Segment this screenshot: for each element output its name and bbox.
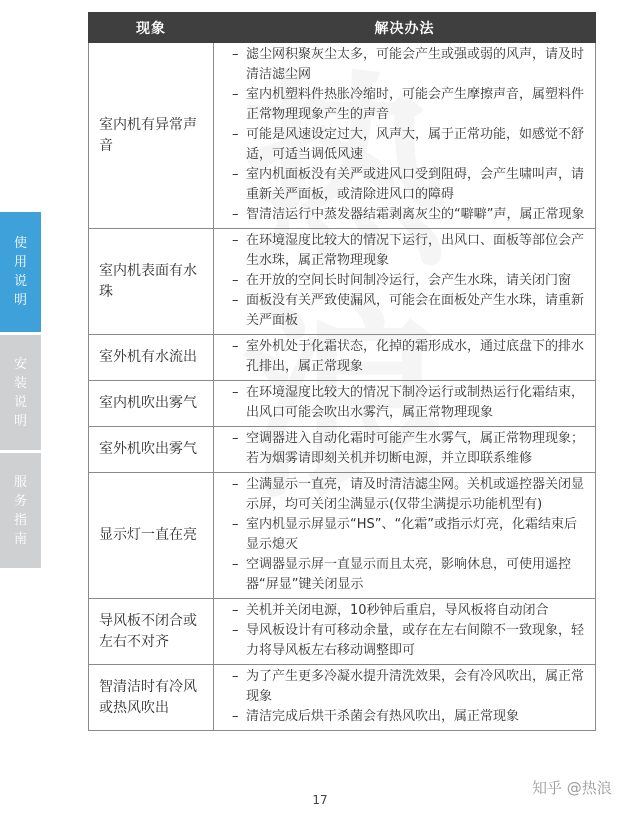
page-number: 17 [312,793,328,807]
phenomenon-cell: 室内机表面有水珠 [89,229,214,335]
solution-cell [214,335,596,381]
solution-item [232,667,589,707]
solution-text: 智清洁运行中蒸发器结霜剥离灰尘的“噼噼”声，属正常现象 [246,207,585,222]
phenomenon-cell: 智清洁时有冷风或热风吹出 [89,665,214,731]
bullet-dash: – [232,517,239,532]
bullet-dash: – [232,385,239,400]
solution-item [232,165,589,205]
solution-text: 在开放的空间长时间制冷运行，会产生水珠，请关闭门窗 [246,273,572,288]
solution-item [232,205,589,225]
side-tab-label: 安装说明 [13,356,27,429]
table-row [89,427,596,473]
solution-item [232,601,589,621]
solution-item [232,555,589,595]
solution-text: 空调器显示屏一直显示而且太亮，影响休息，可使用遥控器“屏显”键关闭显示 [246,557,572,592]
side-tab-installation[interactable] [0,335,41,450]
table-row [89,665,596,731]
phenomenon-cell: 导风板不闭合或左右不对齐 [89,599,214,665]
bullet-dash: – [232,87,239,102]
solution-cell [214,665,596,731]
solution-cell [214,473,596,599]
header-solution: 解决办法 [214,13,596,43]
solution-item [232,271,589,291]
bullet-dash: – [232,431,239,446]
troubleshooting-table-container [88,12,596,731]
credit-watermark: 知乎 @热浪 [532,779,612,797]
solution-text: 空调器进入自动化霜时可能产生水雾气，属正常物理现象；若为烟雾请即刻关机并切断电源，并立即联系维修 [246,431,585,466]
bullet-dash: – [232,669,239,684]
bullet-dash: – [232,273,239,288]
phenomenon-cell: 显示灯一直在亮 [89,473,214,599]
table-row [89,473,596,599]
solution-text: 关机并关闭电源，10秒钟后重启，导风板将自动闭合 [246,603,549,618]
bullet-dash: – [232,207,239,222]
solution-item [232,85,589,125]
solution-text: 滤尘网积聚灰尘太多，可能会产生或强或弱的风声，请及时清洁滤尘网 [246,47,585,82]
solution-item [232,475,589,515]
bullet-dash: – [232,47,239,62]
solution-item [232,337,589,377]
solution-item [232,45,589,85]
solution-item [232,125,589,165]
solution-item [232,515,589,555]
bullet-dash: – [232,167,239,182]
bullet-dash: – [232,233,239,248]
solution-text: 室内机显示屏显示“HS”、“化霜”或指示灯亮，化霜结束后显示熄灭 [246,517,577,552]
phenomenon-cell: 室内机有异常声音 [89,43,214,229]
table-row [89,43,596,229]
bullet-dash: – [232,293,239,308]
phenomenon-cell: 室外机有水流出 [89,335,214,381]
solution-text: 为了产生更多冷凝水提升清洗效果，会有冷风吹出，属正常现象 [246,669,585,704]
table-row [89,229,596,335]
solution-cell [214,43,596,229]
solution-cell [214,381,596,427]
bullet-dash: – [232,603,239,618]
solution-text: 在环境湿度比较大的情况下运行，出风口、面板等部位会产生水珠，属正常物理现象 [246,233,585,268]
side-tab-label: 使用说明 [13,236,27,308]
solution-text: 室内机塑料件热胀冷缩时，可能会产生摩擦声音，属塑料件正常物理现象产生的声音 [246,87,585,122]
bullet-dash: – [232,127,239,142]
side-tab-usage[interactable] [0,212,41,332]
solution-text: 室外机处于化霜状态，化掉的霜形成水，通过底盘下的排水孔排出，属正常现象 [246,339,585,374]
table-row [89,335,596,381]
solution-item [232,429,589,469]
table-body [89,43,596,731]
solution-cell [214,427,596,473]
solution-cell [214,229,596,335]
bullet-dash: – [232,339,239,354]
table-header-row [89,13,596,43]
solution-item [232,291,589,331]
solution-item [232,383,589,423]
phenomenon-cell: 室外机吹出雾气 [89,427,214,473]
solution-text: 面板没有关严致使漏风，可能会在面板处产生水珠，请重新关严面板 [246,293,585,328]
bullet-dash: – [232,709,239,724]
table-row [89,599,596,665]
bullet-dash: – [232,623,239,638]
solution-item [232,621,589,661]
solution-cell [214,599,596,665]
bullet-dash: – [232,477,239,492]
solution-item [232,707,589,727]
table-row [89,381,596,427]
solution-text: 在环境湿度比较大的情况下制冷运行或制热运行化霜结束，出风口可能会吹出水雾汽，属正常物理现象 [246,385,585,420]
troubleshooting-table [88,12,596,731]
side-tab-service[interactable] [0,453,41,568]
solution-text: 清洁完成后烘干杀菌会有热风吹出，属正常现象 [246,709,520,724]
bullet-dash: – [232,557,239,572]
header-phenomenon: 现象 [89,13,214,43]
solution-text: 导风板设计有可移动余量，或存在左右间隙不一致现象，轻力将导风板左右移动调整即可 [246,623,585,658]
side-tab-label: 服务指南 [13,474,27,547]
solution-text: 室内机面板没有关严或进风口受到阻碍，会产生啸叫声，请重新关严面板，或清除进风口的障碍 [246,167,585,202]
solution-text: 尘满显示一直亮，请及时清洁滤尘网。关机或遥控器关闭显示屏，均可关闭尘满显示(仅带尘满提示功能机型有) [246,477,585,512]
side-tabs [0,212,41,568]
solution-text: 可能是风速设定过大，风声大，属于正常功能，如感觉不舒适，可适当调低风速 [246,127,585,162]
phenomenon-cell: 室内机吹出雾气 [89,381,214,427]
solution-item [232,231,589,271]
